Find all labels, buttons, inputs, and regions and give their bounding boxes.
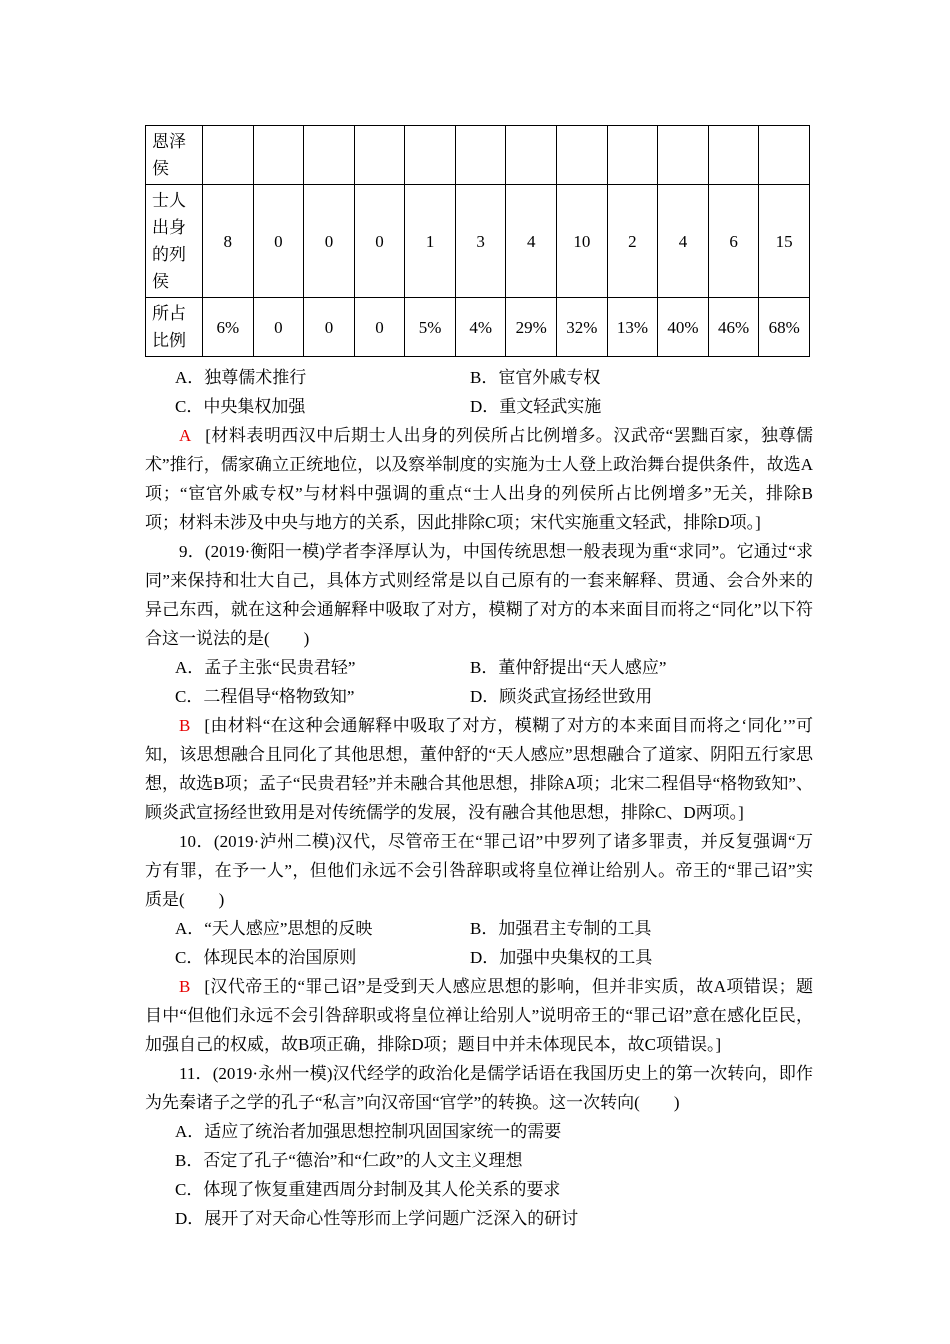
q8-options-row-ab: [145, 363, 813, 392]
q9-stem: 9．(2019·衡阳一模)学者李泽厚认为，中国传统思想一般表现为重“求同”。它通过“求同”来保持和壮大自己，具体方式则经常是以自己原有的一套来解释、贯通、会合外来的异己东西，就在这种会通解释中吸取了对方，模糊了对方的本来面目而将之“同化”以下符合这一说法的是( ): [145, 542, 813, 648]
q10-option-d: D．加强中央集权的工具: [470, 948, 653, 967]
table-cell: [759, 126, 810, 185]
q9-option-d: D．顾炎武宣扬经世致用: [470, 687, 653, 706]
q8-option-a: A．独尊儒术推行: [175, 368, 307, 387]
statistics-table: [145, 125, 810, 357]
q9-options-row-ab: [145, 653, 813, 682]
q8-option-c: C．中央集权加强: [175, 397, 306, 416]
table-cell: 0: [253, 298, 304, 357]
q10-option-a: A．“天人感应”思想的反映: [175, 919, 373, 938]
q10-option-c: C．体现民本的治国原则: [175, 948, 357, 967]
q8-answer: [145, 421, 813, 537]
table-cell: 0: [253, 185, 304, 298]
table-cell: 8: [203, 185, 254, 298]
table-cell: 15: [759, 185, 810, 298]
table-cell: 1: [405, 185, 456, 298]
q8-answer-text: [材料表明西汉中后期士人出身的列侯所占比例增多。汉武帝“罢黜百家，独尊儒术”推行，儒家确立正统地位，以及察举制度的实施为士人登上政治舞台提供条件，故选A项；“宦官外戚专权”与材料中强调的重点“士人出身的列侯所占比例增多”无关，排除B项；材料未涉及中央与地方的关系，因此排除C项；宋代实施重文轻武，排除D项。]: [145, 426, 813, 532]
table-cell: 0: [304, 298, 355, 357]
table-cell: 5%: [405, 298, 456, 357]
q9-option-c: C．二程倡导“格物致知”: [175, 687, 355, 706]
document-page: [145, 125, 813, 1233]
table-cell: 4%: [455, 298, 506, 357]
q9-option-a: A．孟子主张“民贵君轻”: [175, 658, 356, 677]
q10-options-row-cd: [145, 943, 813, 972]
table-cell: [506, 126, 557, 185]
q10-answer-text: [汉代帝王的“罪己诏”是受到天人感应思想的影响，但并非实质，故A项错误；题目中“但他们永远不会引咎辞职或将皇位禅让给别人”说明帝王的“罪己诏”意在感化臣民，加强自己的权威，故B项正确，排除D项；题目中并未体现民本，故C项错误。]: [145, 977, 813, 1054]
table-cell: [455, 126, 506, 185]
table-cell: 4: [658, 185, 709, 298]
table-cell: [557, 126, 608, 185]
table-cell: [253, 126, 304, 185]
table-cell: 0: [354, 185, 405, 298]
q11-option-c: C．体现了恢复重建西周分封制及其人伦关系的要求: [175, 1180, 561, 1199]
table-cell: [304, 126, 355, 185]
table-cell: 10: [557, 185, 608, 298]
table-row: [146, 126, 810, 185]
table-cell: 6: [708, 185, 759, 298]
table-row: [146, 298, 810, 357]
table-cell: 4: [506, 185, 557, 298]
table-cell: 6%: [203, 298, 254, 357]
q8-option-b: B．宦官外戚专权: [470, 368, 601, 387]
table-cell: [405, 126, 456, 185]
table-cell: [203, 126, 254, 185]
table-cell: [354, 126, 405, 185]
table-row: [146, 185, 810, 298]
table-row-header: 所占比例: [146, 298, 203, 357]
q10-option-b: B．加强君主专制的工具: [470, 919, 652, 938]
q11-stem: 11．(2019·永州一模)汉代经学的政治化是儒学话语在我国历史上的第一次转向，即作为先秦诸子之学的孔子“私言”向汉帝国“官学”的转换。这一次转向( ): [145, 1064, 813, 1112]
table-cell: 46%: [708, 298, 759, 357]
q11-option-b: B．否定了孔子“德治”和“仁政”的人文主义理想: [175, 1151, 523, 1170]
q11-option-d: D．展开了对天命心性等形而上学问题广泛深入的研讨: [175, 1209, 579, 1228]
table-cell: 40%: [658, 298, 709, 357]
q10-answer-letter: B: [179, 977, 191, 996]
table-cell: 0: [304, 185, 355, 298]
q9-options-row-cd: [145, 682, 813, 711]
table-cell: 2: [607, 185, 658, 298]
q9-option-b: B．董仲舒提出“天人感应”: [470, 658, 667, 677]
table-row-header: 恩泽侯: [146, 126, 203, 185]
table-cell: 68%: [759, 298, 810, 357]
table-cell: [607, 126, 658, 185]
q8-options-row-cd: [145, 392, 813, 421]
table-cell: 32%: [557, 298, 608, 357]
table-row-header: 士人出身的列侯: [146, 185, 203, 298]
table-cell: 0: [354, 298, 405, 357]
q8-option-d: D．重文轻武实施: [470, 397, 602, 416]
table-cell: 13%: [607, 298, 658, 357]
table-cell: [658, 126, 709, 185]
q8-answer-letter: A: [179, 426, 192, 445]
q9-answer-letter: B: [179, 716, 191, 735]
q11-option-a: A．适应了统治者加强思想控制巩固国家统一的需要: [175, 1122, 562, 1141]
q9-answer-text: [由材料“在这种会通解释中吸取了对方，模糊了对方的本来面目而将之‘同化’”可知，该思想融合且同化了其他思想，董仲舒的“天人感应”思想融合了道家、阴阳五行家思想，故选B项；孟子“民贵君轻”并未融合其他思想，排除A项；北宋二程倡导“格物致知”、顾炎武宣扬经世致用是对传统儒学的发展，没有融合其他思想，排除C、D两项。]: [145, 716, 813, 822]
table-cell: 29%: [506, 298, 557, 357]
table-cell: [708, 126, 759, 185]
q10-options-row-ab: [145, 914, 813, 943]
table-cell: 3: [455, 185, 506, 298]
q10-answer: [145, 972, 813, 1059]
q9-answer: [145, 711, 813, 827]
q10-stem: 10．(2019·泸州二模)汉代，尽管帝王在“罪己诏”中罗列了诸多罪责，并反复强调“万方有罪，在予一人”，但他们永远不会引咎辞职或将皇位禅让给别人。帝王的“罪己诏”实质是( ): [145, 832, 813, 909]
